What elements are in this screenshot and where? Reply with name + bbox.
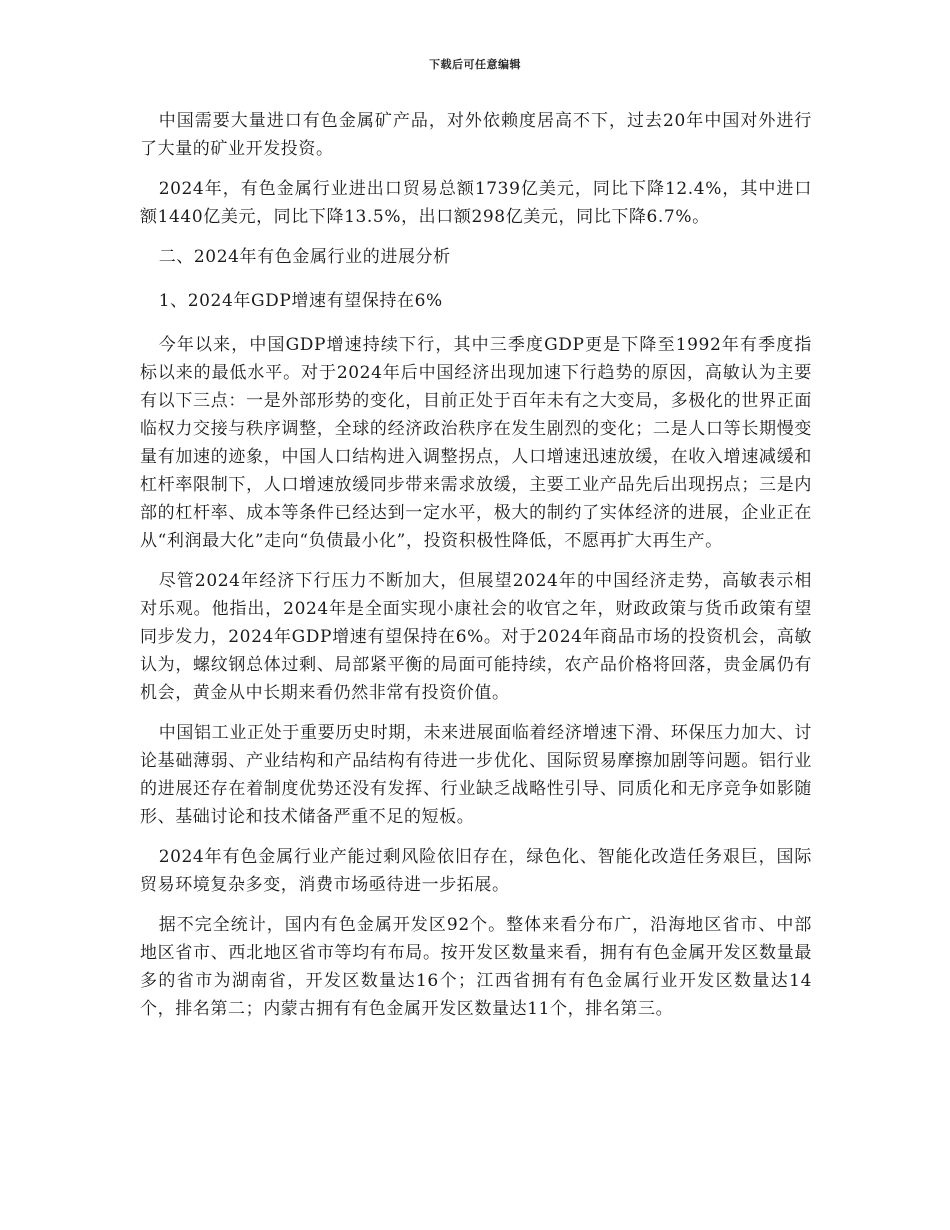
paragraph-trade-figures: 2024年，有色金属行业进出口贸易总额1739亿美元，同比下降12.4%，其中进口额1440亿美元，同比下降13.5%，出口额298亿美元，同比下降6.7%。: [140, 179, 812, 227]
paragraph-aluminum-industry: 中国铝工业正处于重要历史时期，未来进展面临着经济增速下滑、环保压力加大、讨论基础薄弱、产业结构和产品结构有待进一步优化、国际贸易摩擦加剧等问题。铝行业的进展还存在着制度优势还没有发挥、行业缺乏战略性引导、同质化和无序竞争如影随形、基础讨论和技术储备严重不足的短板。: [140, 723, 812, 827]
subsection-heading: 1、2024年GDP增速有望保持在6%: [158, 291, 443, 311]
paragraph-economic-outlook: 尽管2024年经济下行压力不断加大，但展望2024年的中国经济走势，高敏表示相对乐观。他指出，2024年是全面实现小康社会的收官之年，财政政策与货币政策有望同步发力，2024年GDP增速有望保持在6%。对于2024年商品市场的投资机会，高敏认为，螺纹钢总体过剩、局部紧平衡的局面可能持续，农产品价格将回落，贵金属仍有机会，黄金从中长期来看仍然非常有投资价值。: [140, 571, 812, 703]
document-body: [140, 107, 812, 1035]
section-heading: 二、2024年有色金属行业的进展分析: [158, 247, 451, 267]
paragraph-development-zones: 据不完全统计，国内有色金属开发区92个。整体来看分布广，沿海地区省市、中部地区省市、西北地区省市等均有布局。按开发区数量来看，拥有有色金属开发区数量最多的省市为湖南省，开发区数量达16个；江西省拥有有色金属行业开发区数量达14个，排名第二；内蒙古拥有有色金属开发区数量达11个，排名第三。: [140, 915, 812, 1019]
paragraph-overcapacity-risk: 2024年有色金属行业产能过剩风险依旧存在，绿色化、智能化改造任务艰巨，国际贸易环境复杂多变，消费市场亟待进一步拓展。: [140, 847, 812, 895]
paragraph-import-dependence: 中国需要大量进口有色金属矿产品，对外依赖度居高不下，过去20年中国对外进行了大量的矿业开发投资。: [140, 111, 812, 159]
paragraph-gdp-slowdown: 今年以来，中国GDP增速持续下行，其中三季度GDP更是下降至1992年有季度指标以来的最低水平。对于2024年后中国经济出现加速下行趋势的原因，高敏认为主要有以下三点：一是外部形势的变化，目前正处于百年未有之大变局，多极化的世界正面临权力交接与秩序调整，全球的经济政治秩序在发生剧烈的变化；二是人口等长期慢变量有加速的迹象，中国人口结构进入调整拐点，人口增速迅速放缓，在收入增速减缓和杠杆率限制下，人口增速放缓同步带来需求放缓，主要工业产品先后出现拐点；三是内部的杠杆率、成本等条件已经达到一定水平，极大的制约了实体经济的进展，企业正在从“利润最大化”走向“负债最小化”，投资积极性降低，不愿再扩大再生产。: [140, 335, 812, 551]
page-header: 下载后可任意编辑: [429, 58, 521, 71]
